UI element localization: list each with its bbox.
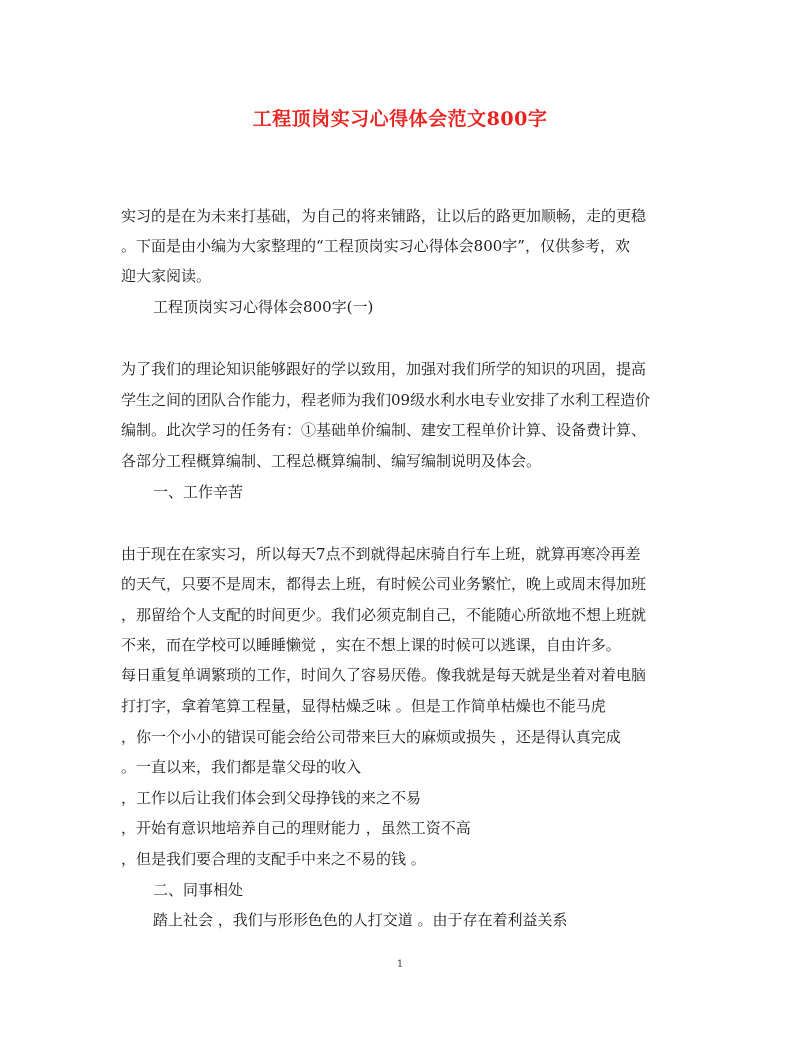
document-title: 工程顶岗实习心得体会范文800字: [252, 108, 548, 130]
subheading-colleagues: 二、同事相处: [153, 881, 244, 899]
page-number: 1: [396, 959, 404, 970]
paragraph-2-line-1: 由于现在在家实习，所以每天7点不到就得起床骑自行车上班，就算再寒冷再差: [121, 545, 641, 563]
intro-line-2: 。下面是由小编为大家整理的“工程顶岗实习心得体会800字”，仅供参考，欢: [121, 237, 630, 255]
paragraph-3-line-1: 踏上社会 ，我们与形形色色的人打交道 。由于存在着利益关系: [153, 911, 568, 929]
subheading-work-hard: 一、工作辛苦: [153, 483, 244, 501]
paragraph-2-line-5: 每日重复单调繁琐的工作，时间久了容易厌倦。像我就是每天就是坐着对着电脑: [121, 666, 647, 684]
paragraph-2-line-10: ，开始有意识地培养自己的理财能力 ，虽然工资不高: [121, 819, 471, 837]
paragraph-2-line-9: ，工作以后让我们体会到父母挣钱的来之不易: [121, 789, 422, 807]
intro-line-1: 实习的是在为未来打基础，为自己的将来铺路，让以后的路更加顺畅，走的更稳: [121, 207, 647, 225]
paragraph-2-line-3: ，那留给个人支配的时间更少。我们必须克制自己，不能随心所欲地不想上班就: [121, 606, 647, 624]
intro-line-3: 迎大家阅读。: [121, 267, 212, 285]
paragraph-1-line-1: 为了我们的理论知识能够跟好的学以致用，加强对我们所学的知识的巩固，提高: [121, 360, 647, 378]
paragraph-2-line-2: 的天气，只要不是周末，都得去上班，有时候公司业务繁忙，晚上或周末得加班: [121, 575, 647, 593]
paragraph-1-line-3: 编制。此次学习的任务有：①基础单价编制、建安工程单价计算、设备费计算、: [121, 421, 647, 439]
paragraph-1-line-2: 学生之间的团队合作能力，程老师为我们09级水利水电专业安排了水利工程造价: [121, 391, 651, 409]
paragraph-2-line-4: 不来，而在学校可以睡睡懒觉 ，实在不想上课的时候可以逃课，自由许多。: [121, 636, 621, 654]
paragraph-2-line-11: ，但是我们要合理的支配手中来之不易的钱 。: [121, 850, 426, 868]
section-heading-1: 工程顶岗实习心得体会800字(一): [153, 298, 374, 316]
paragraph-2-line-7: ，你一个小小的错误可能会给公司带来巨大的麻烦或损失 ，还是得认真完成: [121, 728, 621, 746]
paragraph-1-line-4: 各部分工程概算编制、工程总概算编制、编写编制说明及体会。: [121, 452, 542, 470]
paragraph-2-line-8: 。一直以来，我们都是靠父母的收入: [121, 758, 362, 776]
paragraph-2-line-6: 打打字，拿着笔算工程量，显得枯燥乏味 。但是工作简单枯燥也不能马虎: [121, 697, 606, 715]
